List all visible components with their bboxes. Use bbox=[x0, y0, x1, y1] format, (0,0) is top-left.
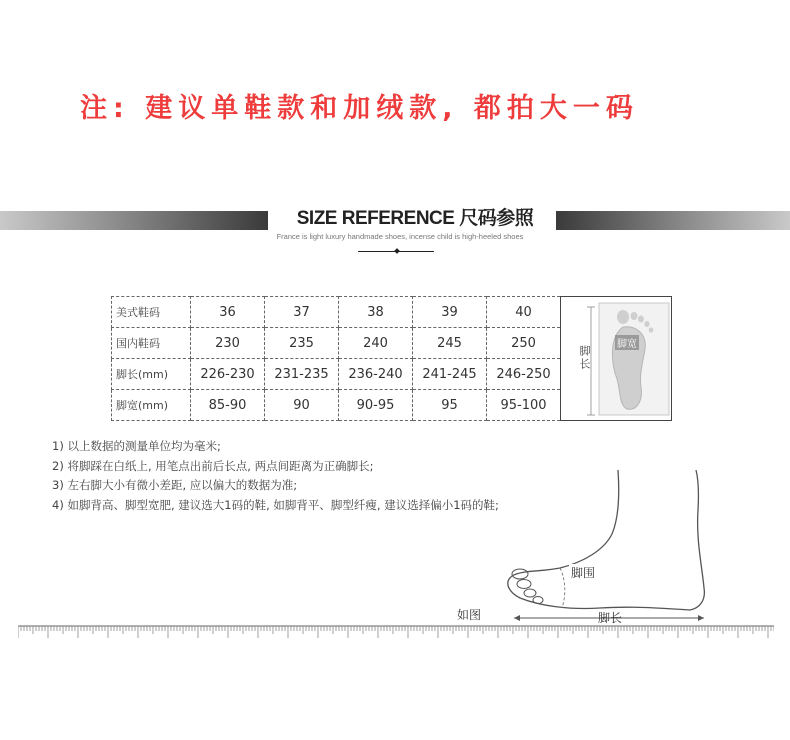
foot-width-label: 脚宽 bbox=[615, 335, 639, 350]
table-cell: 226-230 bbox=[191, 359, 265, 390]
note-line: 2) 将脚踩在白纸上, 用笔点出前后长点, 两点间距离为正确脚长; bbox=[52, 458, 374, 473]
measuring-ruler bbox=[18, 625, 774, 643]
foot-outline-diagram bbox=[561, 297, 671, 421]
table-cell: 90 bbox=[265, 390, 339, 421]
table-cell: 95 bbox=[413, 390, 487, 421]
table-cell: 250 bbox=[487, 328, 561, 359]
table-cell: 38 bbox=[339, 297, 413, 328]
table-cell: 236-240 bbox=[339, 359, 413, 390]
section-subtitle: France is light luxury handmade shoes, incense child is high-heeled shoes bbox=[276, 232, 524, 241]
row-label: 美式鞋码 bbox=[112, 297, 191, 328]
table-cell: 241-245 bbox=[413, 359, 487, 390]
table-cell: 245 bbox=[413, 328, 487, 359]
section-title: SIZE REFERENCE 尺码参照 bbox=[296, 208, 534, 229]
table-cell: 95-100 bbox=[487, 390, 561, 421]
foot-diagram-cell bbox=[561, 297, 672, 421]
girth-label: 脚围 bbox=[571, 566, 596, 580]
header-bar-right bbox=[556, 211, 790, 230]
table-cell: 235 bbox=[265, 328, 339, 359]
row-label: 脚宽(mm) bbox=[112, 390, 191, 421]
table-row bbox=[112, 297, 672, 328]
table-cell: 246-250 bbox=[487, 359, 561, 390]
table-cell: 230 bbox=[191, 328, 265, 359]
table-cell: 90-95 bbox=[339, 390, 413, 421]
notice-text: 注: 建议单鞋款和加绒款, 都拍大一码 bbox=[80, 93, 639, 124]
row-label: 脚长(mm) bbox=[112, 359, 191, 390]
foot-illustration bbox=[500, 470, 720, 630]
table-cell: 240 bbox=[339, 328, 413, 359]
measurement-notes bbox=[52, 437, 499, 515]
table-cell: 85-90 bbox=[191, 390, 265, 421]
figure-label: 如图 bbox=[457, 608, 482, 622]
row-label: 国内鞋码 bbox=[112, 328, 191, 359]
title-underline-dot bbox=[394, 248, 400, 254]
length-label: 脚长 bbox=[598, 611, 623, 625]
header-bar-left bbox=[0, 211, 268, 230]
note-line: 4) 如脚背高、脚型宽肥, 建议选大1码的鞋, 如脚背平、脚型纤瘦, 建议选择偏小1码的鞋; bbox=[52, 497, 499, 512]
table-cell: 36 bbox=[191, 297, 265, 328]
note-line: 1) 以上数据的测量单位均为毫米; bbox=[52, 439, 221, 453]
table-cell: 37 bbox=[265, 297, 339, 328]
size-table bbox=[111, 296, 672, 421]
note-line: 3) 左右脚大小有微小差距, 应以偏大的数据为准; bbox=[52, 478, 298, 492]
table-cell: 40 bbox=[487, 297, 561, 328]
foot-length-label: 脚长 bbox=[578, 345, 591, 371]
table-cell: 231-235 bbox=[265, 359, 339, 390]
table-cell: 39 bbox=[413, 297, 487, 328]
